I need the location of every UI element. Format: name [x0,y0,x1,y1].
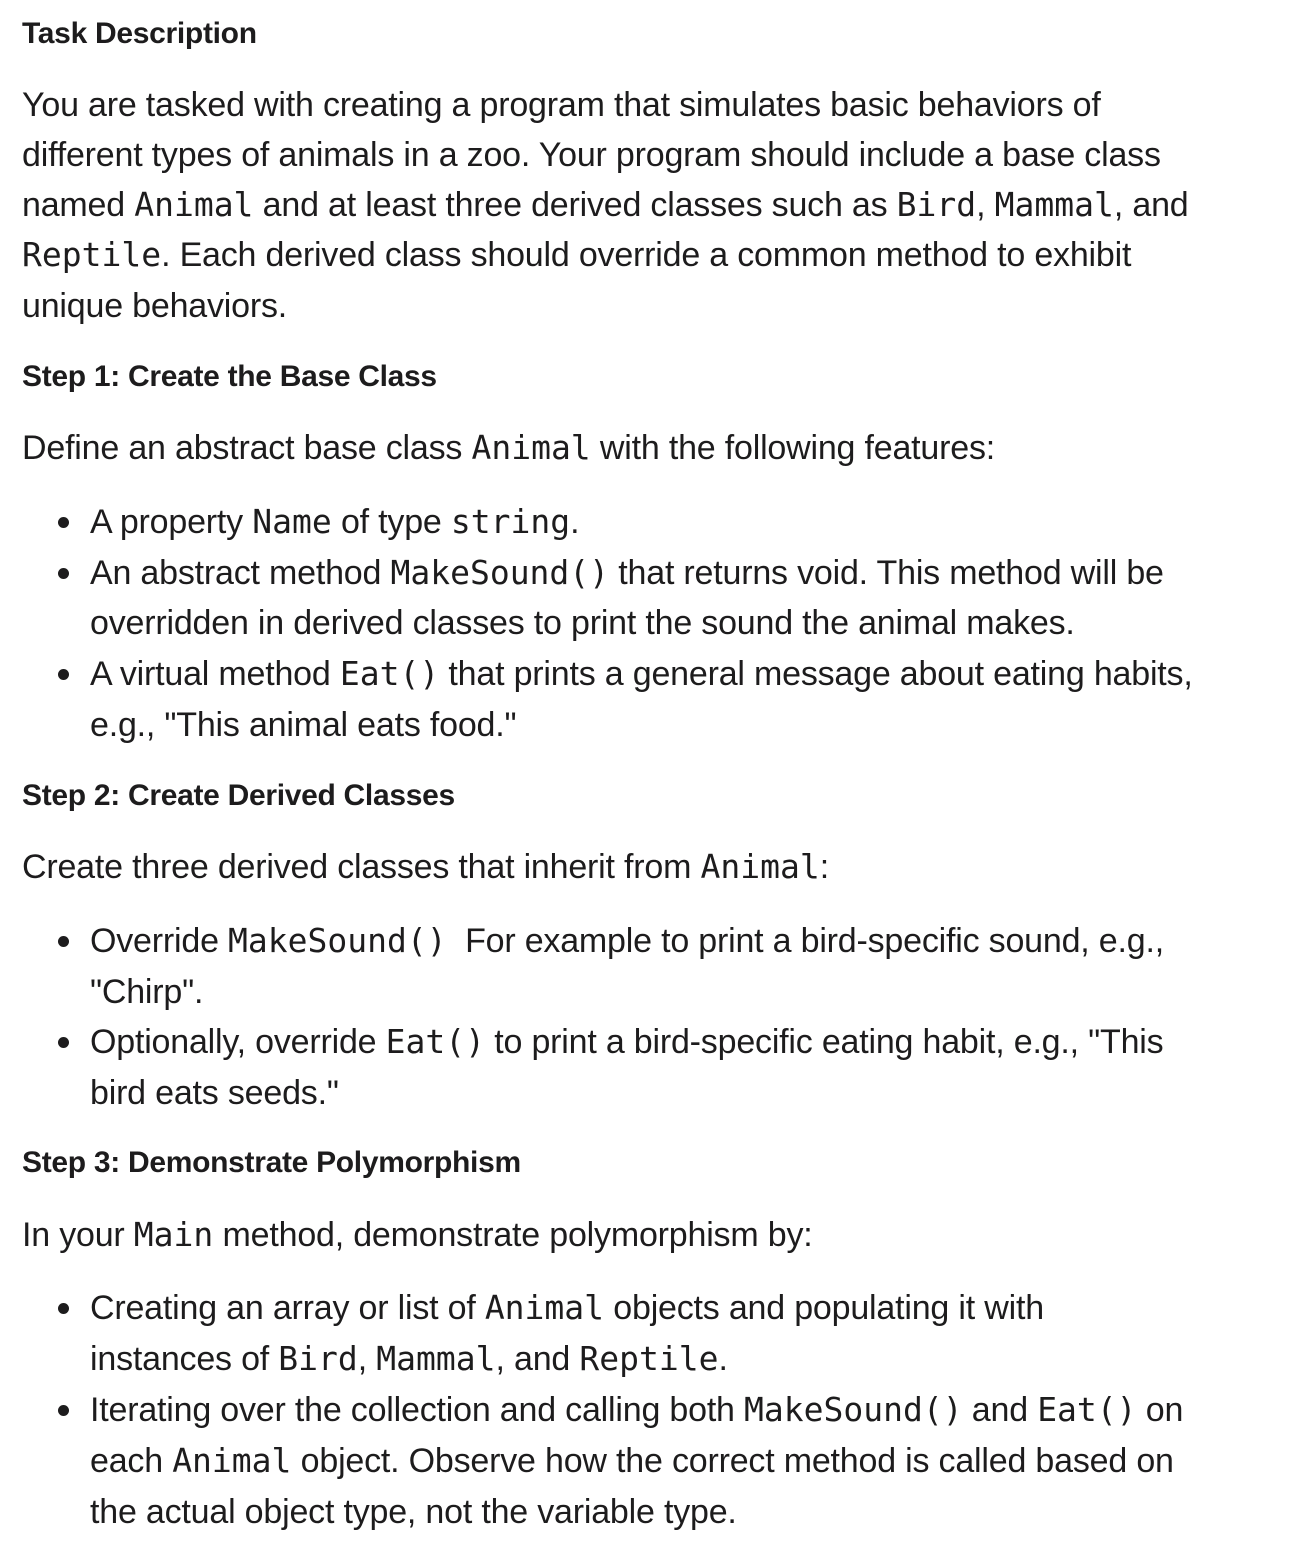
text: , and [495,1340,580,1378]
step-1-heading: Step 1: Create the Base Class [22,360,437,393]
step-3-bullet-2-line-3 [90,1487,737,1538]
text: Iterating over the collection and calling both [90,1391,745,1429]
code-eat: Eat() [1037,1390,1137,1429]
text: You are tasked with creating a program that simulates basic behaviors of [22,86,1101,124]
code-eat: Eat() [385,1022,485,1061]
step-1-bullet-1 [90,497,579,548]
text: Creating an array or list of [90,1289,485,1327]
text: different types of animals in a zoo. Your program should include a base class [22,136,1161,174]
text: to print a bird-specific eating habit, e.g., "This [485,1023,1164,1061]
task-description-heading: Task Description [22,17,257,50]
text: and [962,1391,1038,1429]
text: Optionally, override [90,1023,386,1061]
text: An abstract method [90,554,391,592]
text: A property [90,503,253,541]
step-3-heading: Step 3: Demonstrate Polymorphism [22,1146,521,1179]
text: e.g., "This animal eats food." [90,706,517,744]
text: , and [1113,186,1189,224]
code-animal: Animal [700,847,820,886]
text: named [22,186,135,224]
text: that prints a general message about eating habits, [439,655,1193,693]
step-2-bullet-1-line-2 [90,967,203,1018]
step-2-heading: Step 2: Create Derived Classes [22,779,455,812]
text: For example to print a bird-specific sound, e.g., [446,922,1164,960]
text: unique behaviors. [22,287,288,325]
text: . [718,1340,728,1378]
step-2-paragraph [22,842,829,893]
step-3-bullet-1-line-2 [90,1334,728,1385]
text: objects and populating it with [604,1289,1044,1327]
text: , [357,1340,377,1378]
text: Override [90,922,229,960]
step-3-bullet-2 [90,1385,1183,1436]
text: : [819,848,829,886]
code-animal: Animal [172,1441,292,1480]
intro-line-4 [22,230,1131,281]
step-1-bullet-3 [90,649,1193,700]
code-mammal: Mammal [994,185,1114,224]
text: . Each derived class should override a common method to exhibit [161,236,1132,274]
code-string: string [450,502,571,541]
text: of type [331,503,451,541]
text: method, demonstrate polymorphism by: [213,1216,813,1254]
step-3-paragraph [22,1210,813,1261]
code-animal: Animal [134,185,254,224]
text: instances of [90,1340,279,1378]
step-1-bullet-2-line-2 [90,598,1075,649]
code-makesound: MakeSound() [228,921,447,960]
intro-line-2 [22,130,1161,181]
step-2-bullet-2 [90,1017,1163,1068]
code-reptile: Reptile [579,1339,719,1378]
text: the actual object type, not the variable type. [90,1493,737,1531]
text: bird eats seeds." [90,1074,339,1112]
text: with the following features: [590,429,995,467]
step-2-bullet-2-line-2 [90,1068,339,1119]
step-3-bullet-1 [90,1283,1044,1334]
step-1-paragraph [22,423,995,474]
code-name: Name [252,502,332,541]
text: Create three derived classes that inherit from [22,848,701,886]
text: "Chirp". [90,973,204,1011]
code-makesound: MakeSound() [390,553,610,592]
code-eat: Eat() [339,654,440,693]
text: In your [22,1216,134,1254]
text: object. Observe how the correct method is called based on [291,1442,1174,1480]
text: Define an abstract base class [22,429,472,467]
step-1-bullet-2 [90,548,1164,599]
intro-line-1 [22,80,1101,131]
text: on [1136,1391,1184,1429]
code-bird: Bird [896,185,977,224]
intro-line-3 [22,180,1189,231]
text: , [976,186,995,224]
text: each [90,1442,173,1480]
code-mammal: Mammal [376,1339,496,1378]
text: . [570,503,580,541]
code-bird: Bird [278,1339,358,1378]
text: overridden in derived classes to print the sound the animal makes. [90,604,1075,642]
step-1-bullet-3-line-2 [90,700,516,751]
code-makesound: MakeSound() [744,1390,963,1429]
text: A virtual method [90,655,340,693]
code-reptile: Reptile [22,235,162,274]
text: and at least three derived classes such as [253,186,897,224]
text: that returns void. This method will be [609,554,1164,592]
code-animal: Animal [484,1288,605,1327]
code-animal: Animal [471,428,591,467]
step-2-bullet-1 [90,916,1164,967]
intro-line-5 [22,281,287,332]
code-main: Main [133,1215,214,1254]
step-3-bullet-2-line-2 [90,1436,1174,1487]
